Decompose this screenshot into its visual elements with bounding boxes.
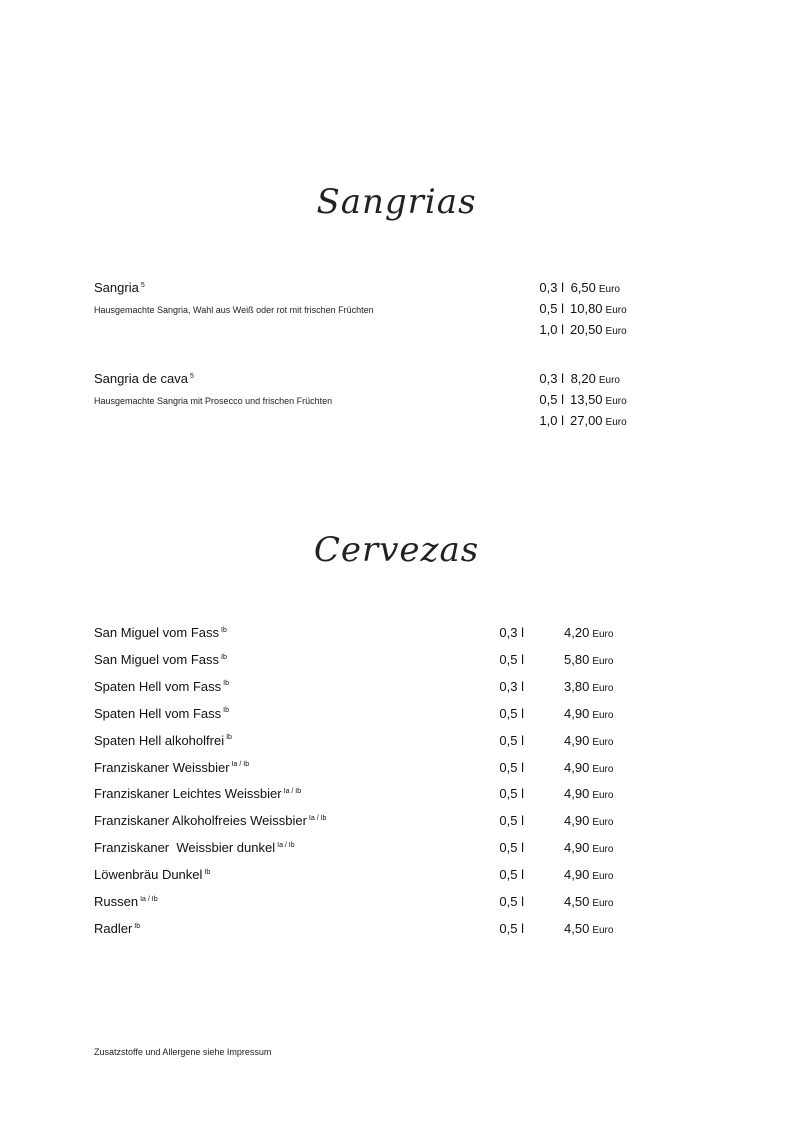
- price: [570, 301, 627, 316]
- sangria-size-row: [94, 280, 654, 300]
- volume: 0,5 l: [499, 651, 524, 667]
- beer-name: [94, 840, 295, 855]
- price: [564, 867, 612, 882]
- beer-name: [94, 679, 229, 694]
- footnote-marker: Ib: [221, 653, 227, 661]
- beer-row: [94, 840, 654, 862]
- volume: 0,3 l: [499, 625, 524, 640]
- sangria-name-text: Sangria: [94, 280, 139, 295]
- price-value: 4,90: [564, 840, 590, 856]
- beer-name-text: Spaten Hell vom Fass: [94, 705, 222, 721]
- section-title-sangrias: Sangrias: [316, 182, 477, 222]
- price: [564, 894, 612, 909]
- footnote-marker: Ib: [223, 680, 230, 688]
- footer-note: Zusatzstoffe und Allergene siehe Impressum: [94, 1047, 272, 1057]
- currency: Euro: [592, 655, 614, 667]
- beer-row: [94, 679, 654, 701]
- price-value: 4,90: [564, 705, 590, 721]
- beer-name-text: San Miguel vom Fass: [94, 651, 219, 667]
- footnote-marker: Ia / Ib: [277, 841, 295, 849]
- footnote-marker: Ia / Ib: [140, 895, 158, 903]
- footnote-marker: Ib: [221, 626, 227, 634]
- beer-row: [94, 894, 654, 916]
- footnote-marker: Ib: [204, 868, 211, 876]
- price: [564, 840, 612, 855]
- currency: Euro: [605, 326, 627, 337]
- price-value: 27,00: [570, 413, 603, 428]
- currency: Euro: [592, 682, 614, 694]
- sangria-size-row: [94, 392, 654, 412]
- footnote-marker: Ib: [226, 734, 232, 742]
- price: [564, 760, 612, 775]
- currency: Euro: [592, 629, 614, 640]
- currency: Euro: [592, 709, 614, 721]
- price: [570, 371, 620, 386]
- currency: Euro: [592, 790, 614, 802]
- price-value: 10,80: [570, 301, 603, 316]
- sangria-size-row: [94, 322, 654, 342]
- price-value: 5,80: [564, 651, 590, 667]
- beer-row: [94, 867, 654, 889]
- beer-name-text: Radler: [94, 920, 133, 936]
- price: [570, 280, 620, 295]
- volume: 0,5 l: [499, 705, 524, 721]
- currency: Euro: [605, 305, 627, 316]
- volume: 0,3 l: [539, 371, 564, 386]
- volume: 0,3 l: [499, 678, 524, 694]
- price: [564, 706, 612, 721]
- sangria-description: Hausgemachte Sangria, Wahl aus Weiß oder rot mit frischen Früchten: [94, 305, 374, 315]
- volume: 0,3 l: [539, 280, 564, 295]
- beer-name: [94, 813, 326, 828]
- section-title-cervezas: Cervezas: [313, 530, 480, 570]
- footnote-marker: Ib: [223, 707, 230, 715]
- volume: 0,5 l: [499, 759, 524, 775]
- price: [564, 679, 612, 694]
- currency: Euro: [592, 736, 614, 748]
- price: [564, 921, 612, 936]
- volume: 0,5 l: [499, 840, 524, 856]
- currency: Euro: [605, 396, 627, 407]
- beer-row: [94, 652, 654, 674]
- beer-name-text: Löwenbräu Dunkel: [94, 867, 203, 883]
- beer-row: [94, 786, 654, 808]
- beer-name: [94, 652, 227, 667]
- beer-name: [94, 760, 249, 775]
- price-value: 4,50: [564, 894, 590, 909]
- currency: Euro: [605, 417, 627, 428]
- currency: Euro: [592, 898, 614, 909]
- currency: Euro: [598, 375, 620, 386]
- beer-name: [94, 921, 140, 936]
- volume: 0,5 l: [499, 732, 524, 748]
- footnote-marker: Ia / Ib: [308, 814, 327, 822]
- beer-name: [94, 867, 210, 882]
- price: [564, 625, 612, 640]
- beer-name: [94, 733, 232, 748]
- beer-name-text: San Miguel vom Fass: [94, 625, 219, 640]
- price-value: 4,90: [564, 759, 590, 775]
- price: [570, 392, 627, 407]
- price: [564, 786, 612, 801]
- price-value: 8,20: [570, 371, 596, 386]
- volume: 1,0 l: [539, 413, 564, 428]
- price-value: 4,50: [564, 920, 590, 936]
- price-value: 4,90: [564, 732, 590, 748]
- footnote-marker: Ib: [134, 922, 141, 930]
- beer-name: [94, 786, 301, 801]
- footnote-marker: 5: [140, 281, 145, 289]
- price-value: 4,20: [564, 625, 590, 640]
- volume: 0,5 l: [499, 786, 524, 802]
- volume: 0,5 l: [539, 301, 564, 316]
- price-value: 13,50: [570, 392, 603, 407]
- sangria-description: Hausgemachte Sangria mit Prosecco und frischen Früchten: [94, 396, 333, 406]
- price: [564, 733, 612, 748]
- currency: Euro: [592, 844, 614, 856]
- footnote-marker: Ia / Ib: [231, 761, 250, 769]
- currency: Euro: [592, 871, 614, 883]
- volume: 0,5 l: [499, 920, 524, 936]
- price: [564, 813, 612, 828]
- beer-name-text: Franziskaner Leichtes Weissbier: [94, 786, 282, 802]
- beer-name-text: Franziskaner Weissbier dunkel: [94, 840, 276, 856]
- price-value: 6,50: [570, 280, 596, 295]
- beer-name-text: Franziskaner Alkoholfreies Weissbier: [94, 813, 307, 829]
- beer-name-text: Spaten Hell alkoholfrei: [94, 732, 225, 748]
- beer-name-text: Spaten Hell vom Fass: [94, 678, 222, 694]
- price-value: 4,90: [564, 813, 590, 829]
- footnote-marker: Ia / Ib: [283, 788, 302, 796]
- currency: Euro: [592, 817, 614, 829]
- price-value: 3,80: [564, 678, 590, 694]
- price: [570, 322, 627, 337]
- price: [564, 652, 612, 667]
- volume: 0,5 l: [499, 894, 524, 909]
- currency: Euro: [598, 284, 620, 295]
- footnote-marker: 5: [189, 372, 194, 380]
- price-value: 4,90: [564, 786, 590, 802]
- beer-row: [94, 706, 654, 728]
- volume: 0,5 l: [539, 392, 564, 407]
- sangria-size-row: [94, 301, 654, 321]
- price-value: 20,50: [570, 322, 603, 337]
- sangria-name-text: Sangria de cava: [94, 371, 188, 386]
- price: [570, 413, 627, 428]
- beer-name: [94, 625, 227, 640]
- currency: Euro: [592, 763, 614, 775]
- beer-row: [94, 760, 654, 782]
- beer-name-text: Russen: [94, 894, 139, 909]
- beer-name-text: Franziskaner Weissbier: [94, 759, 230, 775]
- beer-row: [94, 921, 654, 943]
- sangria-size-row: [94, 371, 654, 391]
- beer-name: [94, 706, 229, 721]
- price-value: 4,90: [564, 867, 590, 883]
- beer-row: [94, 625, 654, 647]
- beer-name: [94, 894, 158, 909]
- volume: 0,5 l: [499, 813, 524, 829]
- volume: 0,5 l: [499, 867, 524, 883]
- beer-row: [94, 813, 654, 835]
- currency: Euro: [592, 924, 614, 936]
- sangria-size-row: [94, 413, 654, 433]
- volume: 1,0 l: [539, 322, 564, 337]
- beer-row: [94, 733, 654, 755]
